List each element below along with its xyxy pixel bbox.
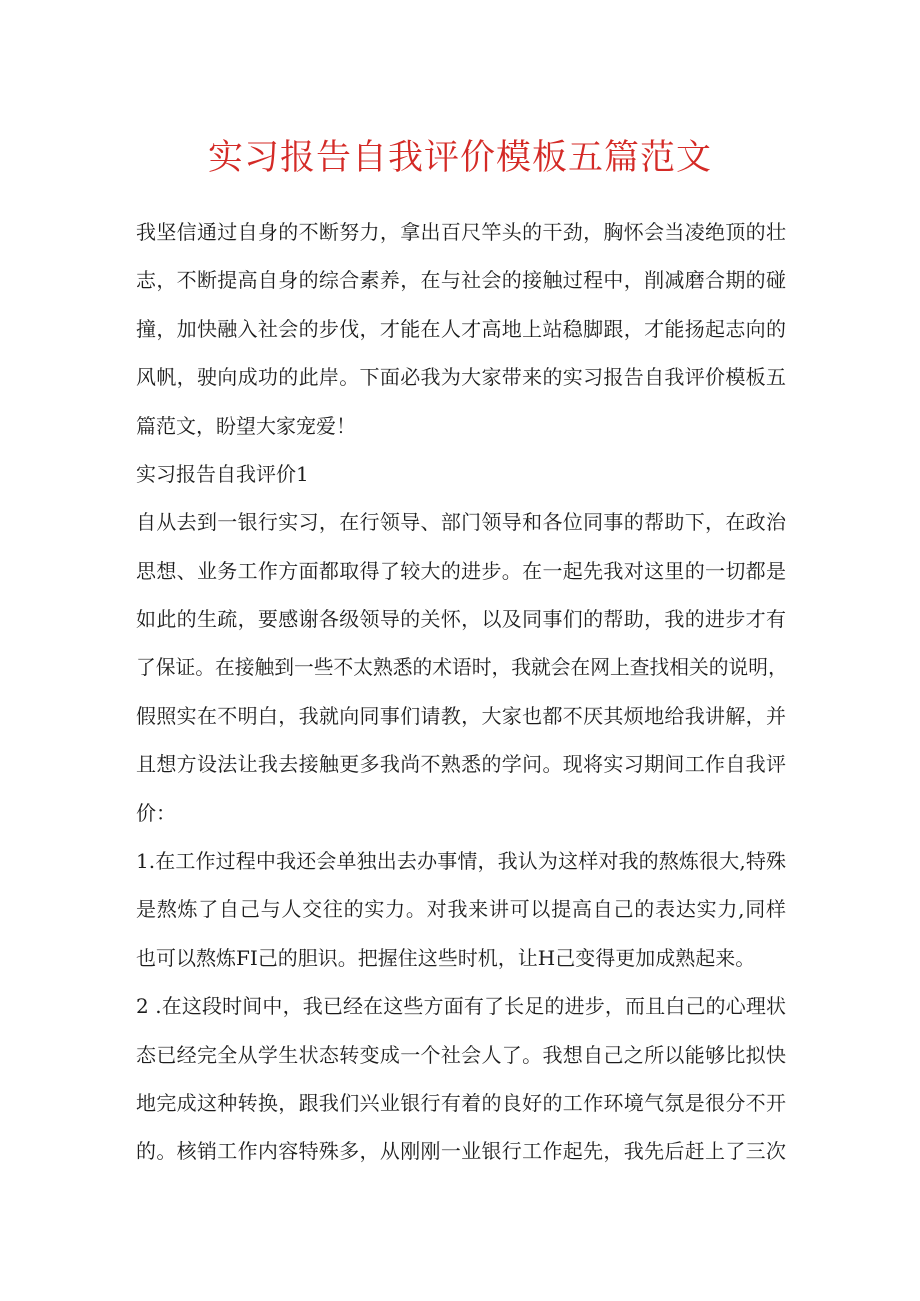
document-body (136, 208, 786, 1176)
text-line: 风帆，驶向成功的此岸。下面必我为大家带来的实习报告自我评价模板五 (136, 365, 786, 390)
text-line: 如此的生疏，要感谢各级领导的关怀，以及同事们的帮助，我的进步才有 (136, 607, 786, 632)
text-line: 2 .在这段时间中，我已经在这些方面有了长足的进步，而且白己的心理状 (136, 994, 786, 1019)
text-line: 态已经完全从学生状态转变成一个社会人了。我想自己之所以能够比拟快 (136, 1042, 786, 1067)
text-line: 实习报告自我评价1 (136, 461, 309, 486)
text-line: 我坚信通过自身的不断努力，拿出百尺竿头的干劲，胸怀会当凌绝顶的壮 (136, 220, 786, 244)
text-line: 撞，加快融入社会的步伐，才能在人才高地上站稳脚跟，才能扬起志向的 (136, 316, 786, 341)
text-line: 思想、业务工作方面都取得了较大的进步。在一起先我对这里的一切都是 (136, 558, 786, 583)
text-line: 了保证。在接触到一些不太熟悉的术语时，我就会在网上查找相关的说明， (136, 655, 788, 679)
text-line: 价： (136, 800, 176, 825)
text-line: 的。核销工作内容特殊多，从刚刚一业银行工作起先，我先后赶上了三次 (136, 1139, 786, 1164)
text-line: 篇范文，盼望大家宠爱！ (136, 413, 356, 438)
text-line: 假照实在不明白，我就向同事们请教，大家也都不厌其烦地给我讲解，并 (136, 703, 786, 728)
text-line: 志，不断提高自身的综合素养，在与社会的接触过程中，削减磨合期的碰 (136, 268, 786, 293)
text-line: 且想方设法让我去接触更多我尚不熟悉的学问。现将实习期间工作自我评 (136, 752, 786, 777)
text-line: 1.在工作过程中我还会单独出去办事情，我认为这样对我的熬炼很大,特殊 (136, 849, 786, 874)
document-title: 实习报告自我评价模板五篇范文 (207, 138, 712, 178)
text-line: 也可以熬炼FI己的胆识。把握住这些时机，让H己变得更加成熟起来。 (136, 945, 756, 970)
text-line: 是熬炼了自己与人交往的实力。对我来讲可以提高自己的表达实力,同样 (136, 897, 786, 922)
text-line: 地完成这种转换，跟我们兴业银行有着的良好的工作环境气氛是很分不开 (136, 1091, 786, 1116)
text-line: 自从去到一银行实习，在行领导、部门领导和各位同事的帮助下，在政治 (136, 510, 786, 535)
